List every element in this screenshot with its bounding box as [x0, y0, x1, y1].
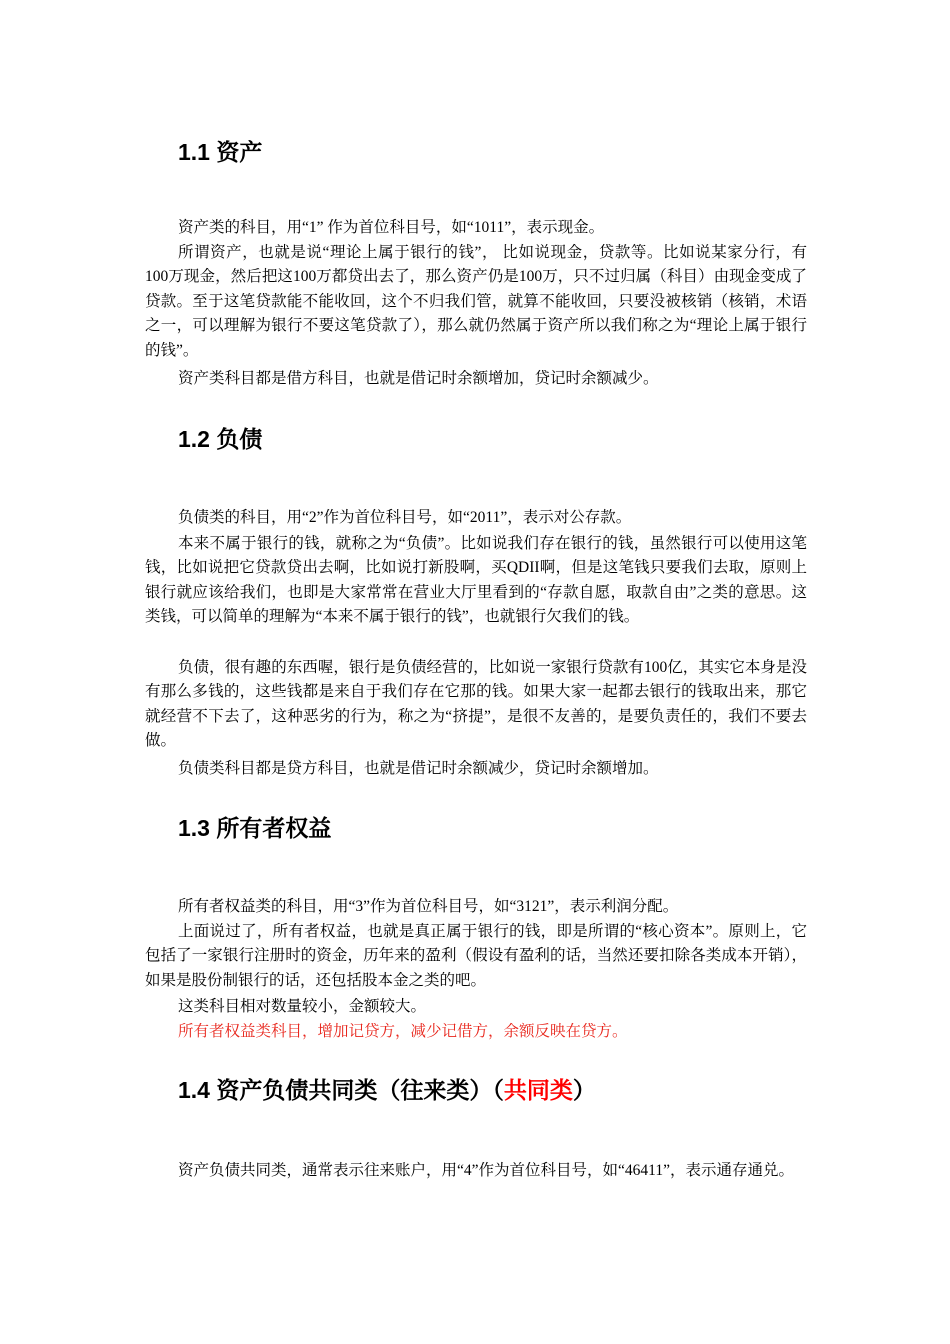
paragraph: 上面说过了，所有者权益，也就是真正属于银行的钱，即是所谓的“核心资本”。原则上，它包括了一家银行注册时的资金，历年来的盈利（假设有盈利的话，当然还要扣除各类成本开销），如果是股份制银行的话，还包括股本金之类的吧。: [145, 923, 807, 989]
paragraph: 资产类的科目，用“1” 作为首位科目号，如“1011”，表示现金。: [178, 219, 605, 236]
paragraph: 资产负债共同类，通常表示往来账户，用“4”作为首位科目号，如“46411”，表示通存通兑。: [178, 1162, 794, 1179]
paragraph: 负债类的科目，用“2”作为首位科目号，如“2011”，表示对公存款。: [178, 509, 632, 526]
paragraph: 本来不属于银行的钱，就称之为“负债”。比如说我们存在银行的钱，虽然银行可以使用这笔钱，比如说把它贷款贷出去啊，比如说打新股啊，买QDII啊，但是这笔钱只要我们去取，原则上银行就应该给我们，也即是大家常常在营业大厅里看到的“存款自愿，取款自由”之类的意思。这类钱，可以简单的理解为“本来不属于银行的钱”，也就银行欠我们的钱。: [145, 535, 807, 626]
paragraph: 所谓资产，也就是说“理论上属于银行的钱”， 比如说现金，贷款等。比如说某家分行，有100万现金，然后把这100万都贷出去了，那么资产仍是100万，只不过归属（科目）由现金变成了贷款。至于这笔贷款能不能收回，这个不归我们管，就算不能收回，只要没被核销（核销，术语之一，可以理解为银行不要这笔贷款了），那么就仍然属于资产所以我们称之为“理论上属于银行的钱”。: [145, 244, 807, 359]
paragraph: 负债，很有趣的东西喔，银行是负债经营的，比如说一家银行贷款有100亿，其实它本身是没有那么多钱的，这些钱都是来自于我们存在它那的钱。如果大家一起都去银行的钱取出来，那它就经营不下去了，这种恶劣的行为，称之为“挤提”，是很不友善的，是要负责任的，我们不要去做。: [145, 659, 807, 750]
heading-text: 1.4 资产负债共同类（往来类）（: [178, 1077, 504, 1103]
paragraph: 这类科目相对数量较小，金额较大。: [178, 998, 427, 1015]
paragraph: 资产类科目都是借方科目，也就是借记时余额增加，贷记时余额减少。: [178, 370, 659, 387]
paragraph-highlight: 所有者权益类科目，增加记贷方，减少记借方，余额反映在贷方。: [178, 1023, 628, 1040]
paragraph: 负债类科目都是贷方科目，也就是借记时余额减少，贷记时余额增加。: [178, 760, 659, 777]
heading-text-end: ）: [572, 1077, 596, 1103]
heading-liabilities: 1.2 负债: [178, 426, 263, 452]
heading-highlight: 共同类: [503, 1077, 573, 1103]
heading-assets: 1.1 资产: [178, 139, 263, 165]
heading-owners-equity: 1.3 所有者权益: [178, 815, 332, 841]
heading-common-class: [178, 1074, 596, 1106]
paragraph: 所有者权益类的科目，用“3”作为首位科目号，如“3121”，表示利润分配。: [178, 898, 679, 915]
